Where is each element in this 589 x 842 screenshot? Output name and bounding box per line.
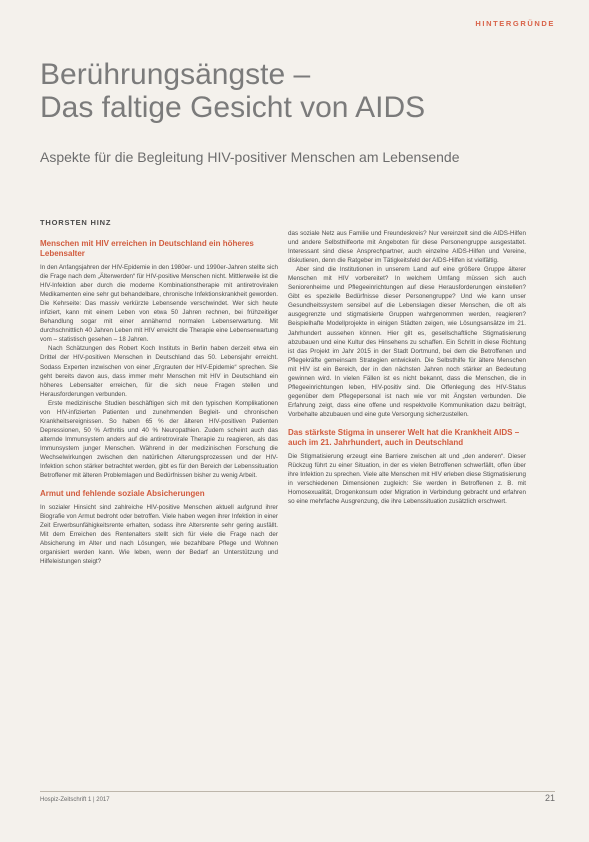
title-line-1: Berührungsängste – bbox=[40, 58, 311, 91]
left-heading-1: Menschen mit HIV erreichen in Deutschland ein höheres Lebensalter bbox=[40, 239, 254, 258]
right-heading: Das stärkste Stigma in unserer Welt hat die Krankheit AIDS – auch im 21. Jahrhundert, auch in Deutschland bbox=[288, 427, 520, 447]
left-paragraph-2: Nach Schätzungen des Robert Koch Instituts in Berlin haben derzeit etwa ein Drittel der HIV-positiven Menschen in Deutschland das 50. Lebensjahr erreicht. Sodass Experten inzwischen von einer „Ergrauten der HIV-Epidemie“ sprechen. Sie geht bereits davon aus, dass immer mehr Menschen mit HIV in Deutschland ein höheres Lebensalter erreichen, für die sich neue Fragen stellen und Herausforderungen verbunden. bbox=[40, 345, 278, 398]
left-column bbox=[40, 236, 278, 566]
footer-rule bbox=[40, 791, 555, 792]
left-heading-2: Armut und fehlende soziale Absicherungen bbox=[40, 489, 205, 499]
article-subtitle: Aspekte für die Begleitung HIV-positiver Menschen am Lebensende bbox=[40, 149, 460, 165]
right-paragraph-2: Aber sind die Institutionen in unserem Land auf eine größere Gruppe älterer Menschen mit HIV vorbereitet? In welchem Umfang müssen sich auch Seniorenheime und Pflegeeinrichtungen auf diese Herausforderungen einstellen? Gibt es spezielle Bedürfnisse dieser Personengruppe? Und wie kann unser Gesundheitssystem sensibel auf die Lebenslagen dieser Menschen, die oft als ausgegrenzte und stigmatisierte Gruppen wahrgenommen werden, reagieren? Beispielhafte Modellprojekte in einigen Städten zeigen, wie Lösungsansätze im 21. Jahrhundert aussehen können. Hier gilt es, gesellschaftliche Stigmatisierung abzubauen und eine Kultur des Hinsehens zu schaffen. Ein Schritt in diese Richtung ist das Projekt im Jahr 2015 in der Stadt Dortmund, bei dem die Betroffenen und Pflegekräfte gemeinsam Strategien entwickeln. Die Selbsthilfe für ältere Menschen mit HIV ist ein Bereich, der in den nächsten Jahren noch stärker an Bedeutung gewinnen wird. In vielen Fällen ist es nicht bekannt, dass die Menschen, die in Pflegeeinrichtungen leben, HIV-positiv sind. Die Offenlegung des HIV-Status gegenüber dem Pflegepersonal ist nach wie vor mit Ängsten verbunden. Die Erfahrung zeigt, dass eine offene und respektvolle Kommunikation dazu beiträgt, Vorbehalte abzubauen und eine gute Versorgung sicherzustellen. bbox=[288, 266, 526, 418]
page-number: 21 bbox=[544, 793, 555, 803]
right-column bbox=[288, 229, 526, 506]
title-line-2: Das faltige Gesicht von AIDS bbox=[40, 91, 426, 124]
section-tag: HINTERGRÜNDE bbox=[475, 19, 555, 28]
article-title bbox=[40, 58, 560, 124]
left-paragraph-3: Erste medizinische Studien beschäftigen sich mit den typischen Komplikationen von HIV-infizierten Patienten und zunehmenden Begleit- und chronischen Krankheitsereignissen. So haben 65 % der älteren HIV-positiven Patienten Depressionen, 50 % Arthritis und 40 % Neuropathien. Zudem scheint auch das alternde Immunsystem anders auf die antiretrovirale Therapie zu reagieren, als das Immunsystem junger Menschen. Während in der medizinischen Forschung die Wechselwirkungen zwischen den natürlichen Alterungsprozessen und der HIV-Infektion schon stärker betrachtet werden, gibt es für den Bereich der Lebenssituation Betroffener mit älteren Problemlagen und Bedürfnissen bisher zu wenig Arbeit. bbox=[40, 399, 278, 480]
footer-publication: Hospiz-Zeitschrift 1 | 2017 bbox=[40, 797, 110, 803]
author-byline: THORSTEN HINZ bbox=[40, 218, 112, 227]
left-paragraph-1: In den Anfangsjahren der HIV-Epidemie in den 1980er- und 1990er-Jahren stellte sich die Frage nach dem „Älterwerden“ für HIV-positive Menschen nicht. Mittlerweile ist die HIV-Infektion aber durch die moderne Kombinationstherapie mit antiretroviralen Medikamenten eine sehr gut behandelbare, chronische Infektionskrankheit geworden. Die Kehrseite: Das massiv verkürzte Lebensende verschwindet. Wer sich heute infiziert, kann mit einem Leben von etwa 50 Jahren rechnen, bei frühzeitiger Behandlung sogar mit einer annähernd normalen Lebenserwartung. Mit durchschnittlich 40 Jahren Leben mit HIV erreicht die Therapie eine Lebenserwartung vom – statistisch gesehen – 18 Jahren. bbox=[40, 264, 278, 344]
right-paragraph-3: Die Stigmatisierung erzeugt eine Barriere zwischen alt und „den anderen“. Dieser Rückzug führt zu einer Situation, in der es vielen Betroffenen schwerfällt, offen über ihre Infektion zu sprechen. Viele alte Menschen mit HIV erleben diese Stigmatisierung in verschiedenen Dimensionen zugleich: Sie werden in Betroffenen z. B. mit Homosexualität, Drogenkonsum oder Migration in Verbindung gebracht und erfahren so eine mehrfache Ausgrenzung, die ihre Lebenssituation zusätzlich erschwert. bbox=[288, 452, 526, 506]
left-paragraph-4: In sozialer Hinsicht sind zahlreiche HIV-positive Menschen aktuell aufgrund ihrer Biografie von Armut bedroht oder betroffen. Viele haben wegen ihrer Infektion in einer Zeit Erwerbsunfähigkeitsrente erhalten, sodass ihre Altersrente sehr gering ausfällt. Mit dem Erreichen des Rentenalters stellt sich für viele die Frage nach der Absicherung im Alter und nach Lösungen, wie bezahlbare Pflege und Wohnen organisiert werden kann. Wie leben, wenn der Bedarf an Unterstützung und Hilfeleistungen steigt? bbox=[40, 504, 278, 566]
right-paragraph-1: das soziale Netz aus Familie und Freundeskreis? Nur vereinzelt sind die AIDS-Hilfen und andere Selbsthilfeorte mit Angeboten für diese Personengruppe ausgestattet. Interessant sind diese Ansprechpartner, auch einzelne AIDS-Hilfen und Vereine, diskutieren, denn die Ratgeber im Tätigkeitsfeld der AIDS-Hilfen ist vielfältig. bbox=[288, 230, 526, 265]
